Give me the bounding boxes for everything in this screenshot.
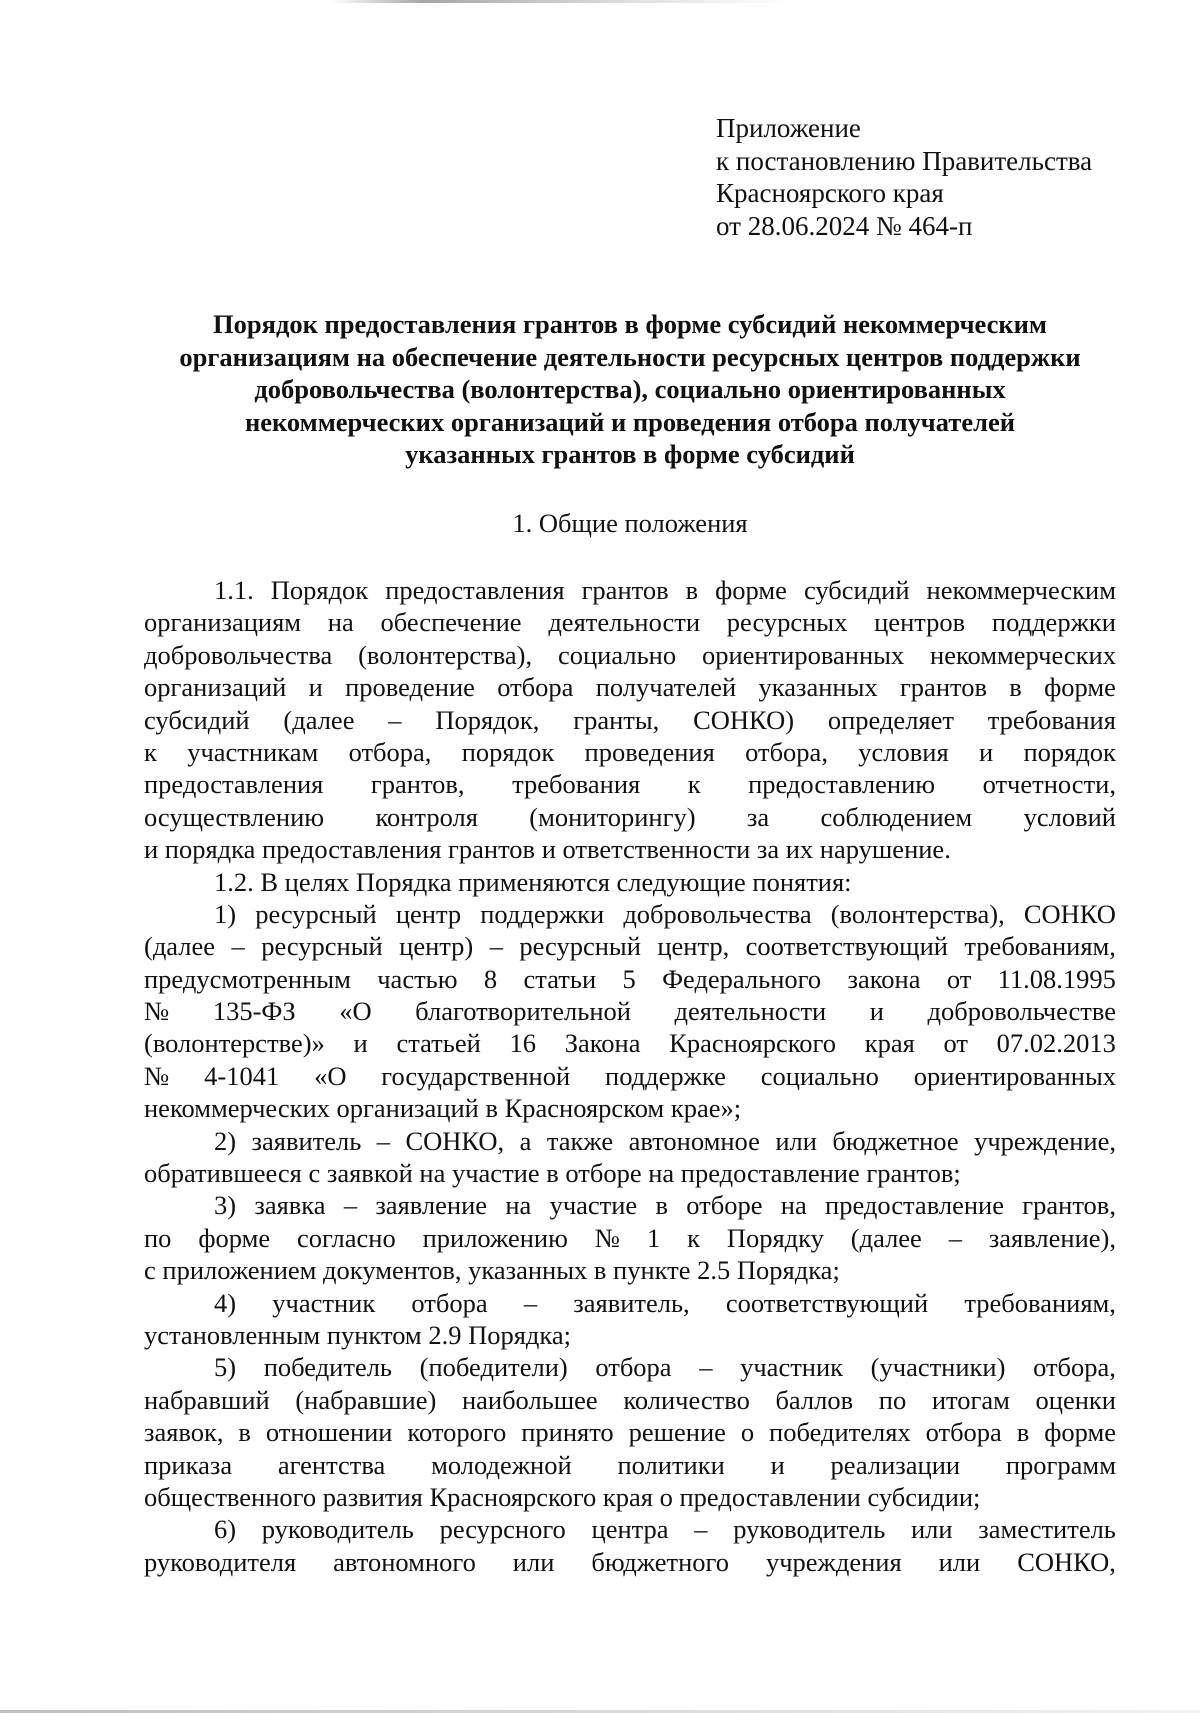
paragraph-line — [144, 768, 1116, 800]
word: к — [687, 1222, 700, 1253]
paragraph-line — [144, 1546, 1116, 1578]
paragraph-line — [144, 963, 1116, 995]
appendix-line: Красноярского края — [716, 178, 944, 208]
line-text: и порядка предоставления грантов и ответственности за их нарушение. — [144, 834, 951, 865]
word: форме — [198, 1222, 271, 1253]
word: форме — [715, 575, 787, 605]
word: – — [388, 704, 402, 735]
word: СОНКО) — [693, 704, 795, 735]
paragraph-line — [144, 574, 1116, 606]
word: статьи — [523, 963, 597, 994]
appendix-line: к постановлению Правительства — [716, 145, 1093, 176]
word: обеспечение — [380, 607, 522, 638]
paragraph-line — [144, 1416, 1116, 1448]
word: соблюдением — [820, 801, 973, 832]
word: центра — [591, 1514, 669, 1545]
paragraph-line — [144, 801, 1116, 833]
word: (участники) — [870, 1352, 1006, 1383]
word: и — [353, 1028, 368, 1059]
word: о — [740, 1417, 755, 1448]
word: или — [911, 1514, 953, 1545]
word: решение — [628, 1417, 726, 1448]
word: 16 — [509, 1028, 536, 1059]
word: по — [878, 1384, 907, 1415]
word: предусмотренным — [144, 963, 351, 994]
word: ресурсный — [519, 931, 641, 962]
word: заявление — [375, 1190, 488, 1221]
word: ориентированных — [701, 639, 905, 670]
word: агентства — [277, 1449, 386, 1480]
word: 5) — [214, 1352, 237, 1383]
word: субсидий — [803, 575, 910, 605]
appendix-line: Приложение — [716, 113, 861, 143]
word: отбора — [497, 672, 574, 703]
word: деятельности — [674, 996, 827, 1027]
word: 5 — [622, 963, 636, 994]
word: контроля — [375, 801, 478, 832]
word: организациям — [144, 607, 302, 638]
word: автономное — [628, 1125, 760, 1156]
word: победителях — [769, 1417, 911, 1448]
word: согласно — [297, 1222, 396, 1253]
word: Порядок, — [435, 704, 540, 735]
word: (далее — [850, 1222, 922, 1253]
word: участие — [549, 1190, 638, 1221]
word: грантов, — [370, 769, 465, 800]
paragraph-line — [144, 1513, 1116, 1545]
paragraph-line — [144, 1157, 1116, 1189]
word: 1 — [646, 1222, 661, 1253]
word: условий — [1023, 801, 1116, 832]
word: порядок — [461, 736, 555, 767]
word: предоставления — [385, 575, 565, 605]
paragraph-line — [144, 898, 1116, 930]
word: «О — [339, 996, 372, 1027]
word: статьей — [396, 1028, 481, 1059]
line-text: некоммерческих организаций в Красноярском крае»; — [144, 1093, 742, 1124]
word: политики — [617, 1449, 725, 1480]
word: руководитель — [261, 1514, 414, 1545]
word: Порядку — [726, 1222, 824, 1253]
word: учреждения — [765, 1546, 902, 1577]
word: субсидий — [144, 704, 250, 735]
word: (далее — [283, 704, 355, 735]
word: – — [523, 1287, 538, 1318]
word: или — [775, 1125, 817, 1156]
paragraph-line — [144, 866, 1116, 898]
word: заявка — [254, 1190, 326, 1221]
word: отношении — [265, 1417, 393, 1448]
word: руководитель — [733, 1514, 886, 1545]
word: центр, — [657, 931, 730, 962]
word: добровольчества — [623, 898, 812, 929]
word: (победители) — [419, 1352, 568, 1383]
word: принято — [521, 1417, 614, 1448]
word: отбора — [411, 1287, 488, 1318]
word: 1.1. — [214, 575, 254, 605]
word: бюджетное — [832, 1125, 959, 1156]
word: 4-1041 — [204, 1060, 280, 1091]
word: добровольчества — [144, 639, 333, 670]
word: края — [864, 1028, 915, 1059]
word: форме — [1044, 1417, 1116, 1448]
title-line: добровольчества (волонтерства), социально ориентированных — [254, 374, 1006, 404]
word: требования — [512, 769, 641, 800]
paragraph-line — [144, 930, 1116, 962]
word: бюджетного — [591, 1546, 729, 1577]
word: автономного — [333, 1546, 476, 1577]
word: отборе — [686, 1190, 763, 1221]
word: № — [144, 996, 170, 1027]
word: – — [343, 1190, 358, 1221]
word: центр) — [399, 931, 474, 962]
word: также — [546, 1125, 614, 1156]
paragraph-line — [144, 1222, 1116, 1254]
word: деятельности — [548, 607, 701, 638]
word: форме — [1044, 672, 1116, 703]
paragraph-line — [144, 1189, 1116, 1221]
paragraph-line — [144, 995, 1116, 1027]
paragraph-line — [144, 1287, 1116, 1319]
paragraph-line — [144, 1351, 1116, 1383]
word: молодежной — [431, 1449, 572, 1480]
line-text: установленным пунктом 2.9 Порядка; — [144, 1319, 571, 1350]
word: и — [308, 672, 323, 703]
word: 4) — [214, 1287, 237, 1318]
word: или — [512, 1546, 555, 1577]
word: на — [505, 1190, 532, 1221]
word: (далее — [144, 931, 216, 962]
word: ориентированных — [913, 1060, 1116, 1091]
word: добровольчестве — [927, 996, 1116, 1027]
word: ресурсных — [726, 607, 848, 638]
word: порядок — [1023, 736, 1116, 767]
line-text: 1.2. В целях Порядка применяются следующие понятия: — [214, 866, 852, 897]
paragraph-line — [144, 736, 1116, 768]
word: отбора, — [1033, 1352, 1116, 1383]
word: грантов — [581, 575, 669, 605]
word: ресурсного — [439, 1514, 566, 1545]
word: итогам — [931, 1384, 1010, 1415]
paragraph-line — [144, 1060, 1116, 1092]
word: учреждение, — [974, 1125, 1116, 1156]
word: – — [376, 1125, 390, 1156]
word: и — [869, 996, 884, 1027]
word: центров — [874, 607, 966, 638]
word: «О — [314, 1060, 347, 1091]
paragraph-line — [144, 1254, 1116, 1286]
paragraph-line — [144, 1319, 1116, 1351]
title-line: указанных грантов в форме субсидий — [405, 439, 855, 469]
word: 2) — [214, 1125, 237, 1156]
word: определяет — [827, 704, 954, 735]
word: проведение — [345, 672, 475, 703]
word: и — [978, 736, 994, 767]
word: социально — [760, 1060, 879, 1091]
word: набравший — [144, 1384, 270, 1415]
word: которого — [407, 1417, 507, 1448]
word: ресурсный — [261, 931, 383, 962]
word: заявитель — [251, 1125, 362, 1156]
word: частью — [377, 963, 458, 994]
word: указанных — [758, 672, 878, 703]
document-title — [140, 308, 1120, 471]
word: некоммерческим — [926, 575, 1116, 605]
word: соответствующий — [725, 1287, 929, 1318]
word: участник — [272, 1287, 376, 1318]
word: некоммерческих — [930, 639, 1116, 670]
word: заявление), — [988, 1222, 1116, 1253]
title-line: некоммерческих организаций и проведения отбора получателей — [244, 406, 1015, 437]
paragraph-line — [144, 639, 1116, 671]
word: грантов — [899, 672, 987, 703]
word: СОНКО, — [1017, 1546, 1116, 1577]
word: заявитель, — [573, 1287, 690, 1318]
word: Красноярского — [669, 1028, 836, 1059]
paragraph-line — [144, 1481, 1116, 1513]
word: 1) — [214, 898, 237, 929]
word: по — [144, 1222, 172, 1253]
word: ресурсный — [255, 898, 377, 929]
word: приложению — [422, 1222, 568, 1253]
word: СОНКО, — [405, 1125, 505, 1156]
word: – — [489, 931, 503, 962]
line-text: общественного развития Красноярского края о предоставлении субсидии; — [144, 1481, 981, 1512]
word: а — [519, 1125, 532, 1156]
word: отбора, — [745, 736, 828, 767]
word: 11.08.1995 — [997, 963, 1116, 994]
word: требования — [987, 704, 1116, 735]
word: отчетности, — [982, 769, 1116, 800]
word: заместитель — [978, 1514, 1116, 1545]
paragraph-line — [144, 1027, 1116, 1059]
word: поддержки — [480, 898, 605, 929]
word: 3) — [214, 1190, 237, 1221]
body-text — [144, 574, 1116, 1578]
word: – — [694, 1514, 708, 1545]
word: наибольшее — [461, 1384, 598, 1415]
word: 07.02.2013 — [996, 1028, 1116, 1059]
word: предоставления — [144, 769, 324, 800]
word: (волонтерства), — [358, 639, 533, 670]
paragraph-line — [144, 1092, 1116, 1124]
paragraph-line — [144, 833, 1116, 865]
word: грантов, — [1022, 1190, 1116, 1221]
word: программ — [1005, 1449, 1116, 1480]
paragraph-line — [144, 606, 1116, 638]
word: участникам — [187, 736, 319, 767]
word: участник — [740, 1352, 844, 1383]
word: 6) — [214, 1514, 237, 1545]
title-line: Порядок предоставления грантов в форме субсидий некоммерческим — [213, 309, 1047, 339]
word: требованиям, — [964, 1287, 1116, 1318]
word: от — [943, 1028, 968, 1059]
word: в — [655, 1190, 668, 1221]
word: отбора, — [348, 736, 432, 767]
word: баллов — [775, 1384, 854, 1415]
word: (волонтерстве)» — [144, 1028, 325, 1059]
word: социально — [557, 639, 677, 670]
word: СОНКО — [1023, 898, 1116, 929]
word: победитель — [263, 1352, 393, 1383]
word: заявок, — [144, 1417, 224, 1448]
word: № — [594, 1222, 621, 1253]
word: или — [938, 1546, 981, 1577]
word: Порядок — [270, 575, 369, 605]
word: гранты, — [573, 704, 660, 735]
word: на — [327, 607, 354, 638]
word: поддержке — [605, 1060, 726, 1091]
title-line: организациям на обеспечение деятельности ресурсных центров поддержки — [179, 341, 1081, 372]
word: в — [685, 575, 699, 605]
word: проведения — [584, 736, 715, 767]
paragraph-line — [144, 704, 1116, 736]
word: и — [770, 1449, 785, 1480]
scan-edge-artifact — [330, 0, 790, 3]
word: предоставление — [825, 1190, 1004, 1221]
word: оценки — [1035, 1384, 1116, 1415]
word: к — [144, 736, 157, 767]
word: (мониторингу) — [529, 801, 696, 832]
word: Закона — [564, 1028, 641, 1059]
word: Федерального — [662, 963, 822, 994]
paragraph-line — [144, 1125, 1116, 1157]
word: количество — [623, 1384, 750, 1415]
word: осуществлению — [144, 801, 325, 832]
word: соответствующий — [745, 931, 948, 962]
word: центр — [395, 898, 462, 929]
word: организаций — [144, 672, 287, 703]
word: поддержки — [991, 607, 1116, 638]
appendix-block — [716, 112, 1092, 242]
word: приказа — [144, 1449, 233, 1480]
word: – — [699, 1352, 713, 1383]
word: 135-ФЗ — [212, 996, 296, 1027]
word: закона — [847, 963, 921, 994]
word: руководителя — [144, 1546, 297, 1577]
word: – — [948, 1222, 962, 1253]
paragraph-line — [144, 1384, 1116, 1416]
word: (волонтерства), — [830, 898, 1005, 929]
word: в — [1016, 1417, 1030, 1448]
word: за — [746, 801, 770, 832]
word: в — [1009, 672, 1022, 703]
word: предоставлению — [748, 769, 936, 800]
word: отбора — [925, 1417, 1002, 1448]
word: требованиям, — [964, 931, 1116, 962]
word: отбора — [595, 1352, 672, 1383]
word: – — [231, 931, 245, 962]
word: 8 — [483, 963, 498, 994]
word: в — [238, 1417, 251, 1448]
paragraph-line — [144, 671, 1116, 703]
word: реализации — [830, 1449, 961, 1480]
word: получателей — [595, 672, 737, 703]
section-heading: 1. Общие положения — [512, 508, 748, 538]
line-text: с приложением документов, указанных в пункте 2.5 Порядка; — [144, 1255, 840, 1286]
word: условия — [858, 736, 949, 767]
paragraph-line — [144, 1449, 1116, 1481]
word: № — [144, 1060, 170, 1091]
line-text: обратившееся с заявкой на участие в отборе на предоставление грантов; — [144, 1158, 961, 1189]
word: на — [780, 1190, 807, 1221]
word: (набравшие) — [295, 1384, 437, 1415]
word: благотворительной — [415, 996, 631, 1027]
appendix-line: от 28.06.2024 № 464-п — [716, 210, 973, 241]
word: к — [687, 769, 701, 800]
word: государственной — [381, 1060, 571, 1091]
word: от — [946, 963, 972, 994]
